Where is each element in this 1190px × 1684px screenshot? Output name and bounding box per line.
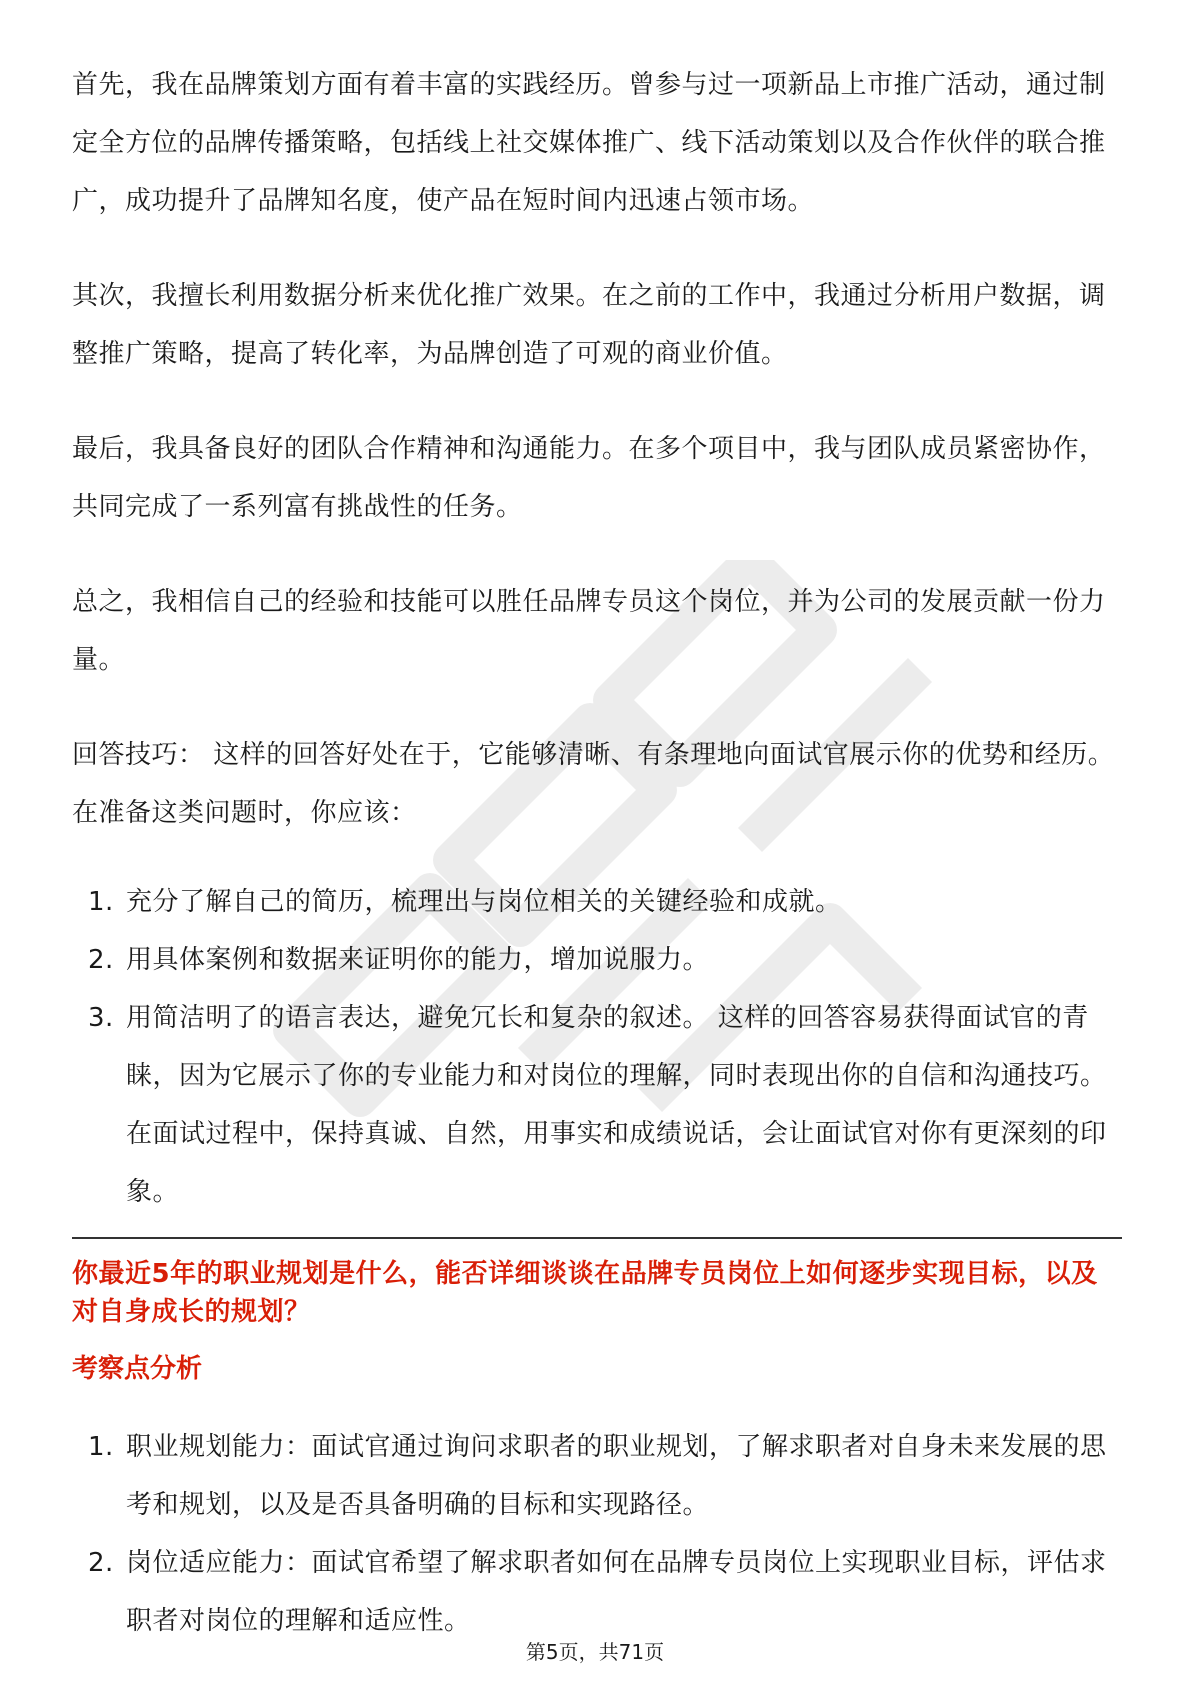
tips-list-block xyxy=(72,873,1122,1221)
analysis-block xyxy=(72,1418,1122,1650)
paragraph-summary: 总之，我相信自己的经验和技能可以胜任品牌专员这个岗位，并为公司的发展贡献一份力量。 xyxy=(72,587,1106,675)
list-item xyxy=(72,989,1122,1221)
list-item xyxy=(72,873,1122,931)
list-item-number: 2. xyxy=(88,1548,114,1578)
tips-list xyxy=(72,873,1122,1221)
section-title: 考察点分析 xyxy=(72,1354,203,1384)
list-item xyxy=(72,931,1122,989)
list-item xyxy=(72,1418,1122,1534)
list-item-text: 用具体案例和数据来证明你的能力，增加说服力。 xyxy=(126,945,710,975)
list-item-number: 1. xyxy=(88,1432,114,1462)
list-item-text: 用简洁明了的语言表达，避免冗长和复杂的叙述。 这样的回答容易获得面试官的青睐，因为它展示了你的专业能力和对岗位的理解，同时表现出你的自信和沟通技巧。在面试过程中，保持真诚、自然，用事实和成绩说话，会让面试官对你有更深刻的印象。 xyxy=(126,1003,1107,1207)
main-content xyxy=(72,56,1122,1221)
list-item-text: 岗位适应能力：面试官希望了解求职者如何在品牌专员岗位上实现职业目标，评估求职者对岗位的理解和适应性。 xyxy=(126,1548,1107,1636)
paragraph-data-analysis: 其次，我擅长利用数据分析来优化推广效果。在之前的工作中，我通过分析用户数据，调整推广策略，提高了转化率，为品牌创造了可观的商业价值。 xyxy=(72,281,1106,369)
list-item xyxy=(72,1534,1122,1650)
paragraph-experience: 首先，我在品牌策划方面有着丰富的实践经历。曾参与过一项新品上市推广活动，通过制定全方位的品牌传播策略，包括线上社交媒体推广、线下活动策划以及合作伙伴的联合推广，成功提升了品牌知名度，使产品在短时间内迅速占领市场。 xyxy=(72,70,1106,216)
list-item-number: 1. xyxy=(88,887,114,917)
page-number-footer: 第5页，共71页 xyxy=(525,1640,665,1664)
interview-question: 你最近5年的职业规划是什么，能否详细谈谈在品牌专员岗位上如何逐步实现目标，以及对自身成长的规划？ xyxy=(72,1259,1098,1327)
list-item-text: 职业规划能力：面试官通过询问求职者的职业规划，了解求职者对自身未来发展的思考和规划，以及是否具备明确的目标和实现路径。 xyxy=(126,1432,1107,1520)
list-item-text: 充分了解自己的简历，梳理出与岗位相关的关键经验和成就。 xyxy=(126,887,842,917)
list-item-number: 2. xyxy=(88,945,114,975)
analysis-list xyxy=(72,1418,1122,1650)
list-item-number: 3. xyxy=(88,1003,114,1033)
section-divider xyxy=(72,1237,1122,1239)
paragraph-answer-tips: 回答技巧： 这样的回答好处在于，它能够清晰、有条理地向面试官展示你的优势和经历。在准备这类问题时，你应该： xyxy=(72,740,1115,828)
paragraph-teamwork: 最后，我具备良好的团队合作精神和沟通能力。在多个项目中，我与团队成员紧密协作，共同完成了一系列富有挑战性的任务。 xyxy=(72,434,1106,522)
